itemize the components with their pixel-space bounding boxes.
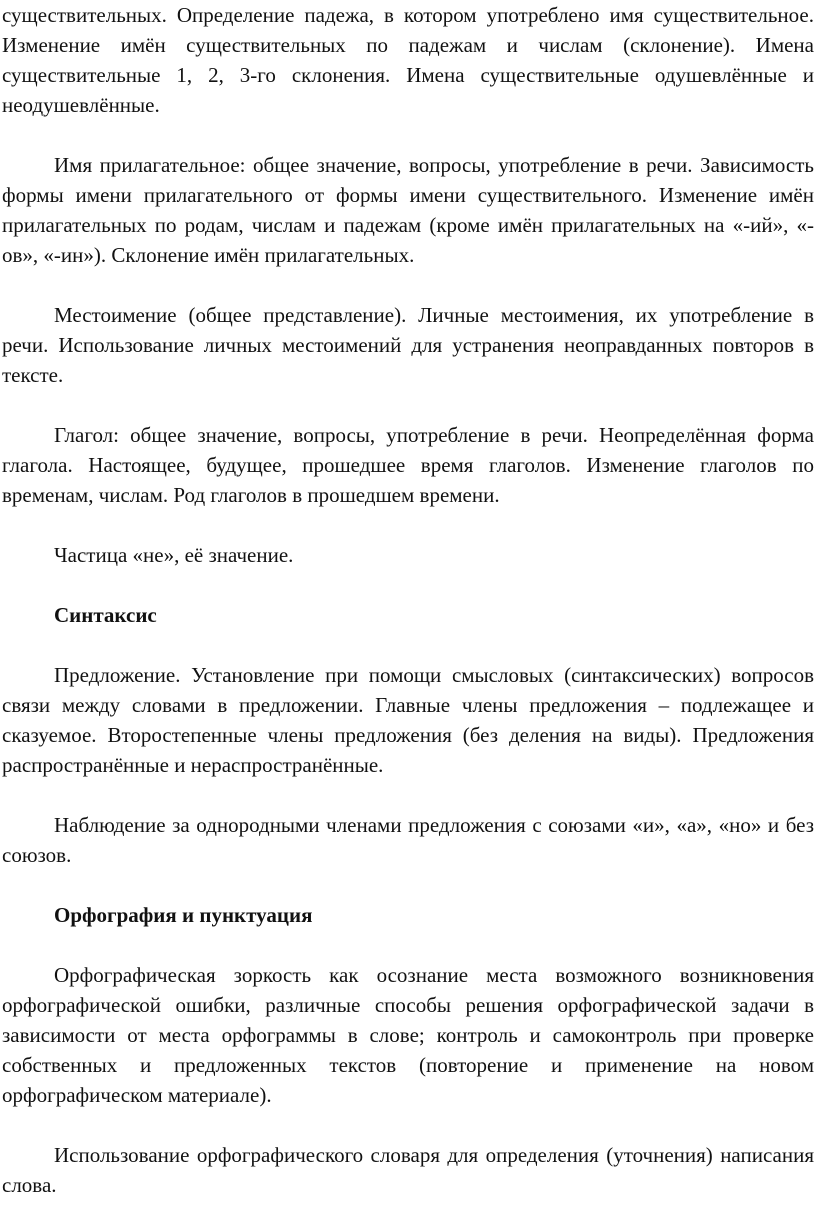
paragraph-particle: Частица «не», её значение. — [54, 543, 294, 567]
spacer — [2, 390, 814, 420]
spacer — [2, 630, 814, 660]
paragraph-adjectives: Имя прилагательное: общее значение, вопросы, употребление в речи. Зависимость формы имени прилагательного от формы имени существительного. Изменение имён прилагательных по родам, числам и падежам (кроме имён прилагательных на «-ий», «-ов», «-ин»). Склонение имён прилагательных. — [2, 153, 814, 267]
spacer — [2, 930, 814, 960]
paragraph-homogeneous-members: Наблюдение за однородными членами предложения с союзами «и», «а», «но» и без союзов. — [2, 813, 814, 867]
section-heading-orthography: Орфография и пунктуация — [54, 903, 313, 927]
spacer — [2, 510, 814, 540]
paragraph-nouns: существительных. Определение падежа, в котором употреблено имя существительное. Изменение имён существительных по падежам и числам (склонение). Имена существительные 1, 2, 3-го склонения. Имена существительные одушевлённые и неодушевлённые. — [2, 3, 814, 117]
spacer — [2, 120, 814, 150]
paragraph-sentence: Предложение. Установление при помощи смысловых (синтаксических) вопросов связи между словами в предложении. Главные члены предложения – подлежащее и сказуемое. Второстепенные члены предложения (без деления на виды). Предложения распространённые и нераспространённые. — [2, 663, 814, 777]
spacer — [2, 570, 814, 600]
spacer — [2, 870, 814, 900]
paragraph-verbs: Глагол: общее значение, вопросы, употребление в речи. Неопределённая форма глагола. Настоящее, будущее, прошедшее время глаголов. Изменение глаголов по временам, числам. Род глаголов в прошедшем времени. — [2, 423, 814, 507]
spacer — [2, 1110, 814, 1140]
section-heading-syntax: Синтаксис — [54, 603, 157, 627]
paragraph-pronouns: Местоимение (общее представление). Личные местоимения, их употребление в речи. Использование личных местоимений для устранения неоправданных повторов в тексте. — [2, 303, 814, 387]
spacer — [2, 780, 814, 810]
spacer — [2, 270, 814, 300]
paragraph-dictionary-use: Использование орфографического словаря для определения (уточнения) написания слова. — [2, 1143, 814, 1197]
paragraph-orthographic-vigilance: Орфографическая зоркость как осознание места возможного возникновения орфографической ошибки, различные способы решения орфографической задачи в зависимости от места орфограммы в слове; контроль и самоконтроль при проверке собственных и предложенных текстов (повторение и применение на новом орфографическом материале). — [2, 963, 814, 1107]
